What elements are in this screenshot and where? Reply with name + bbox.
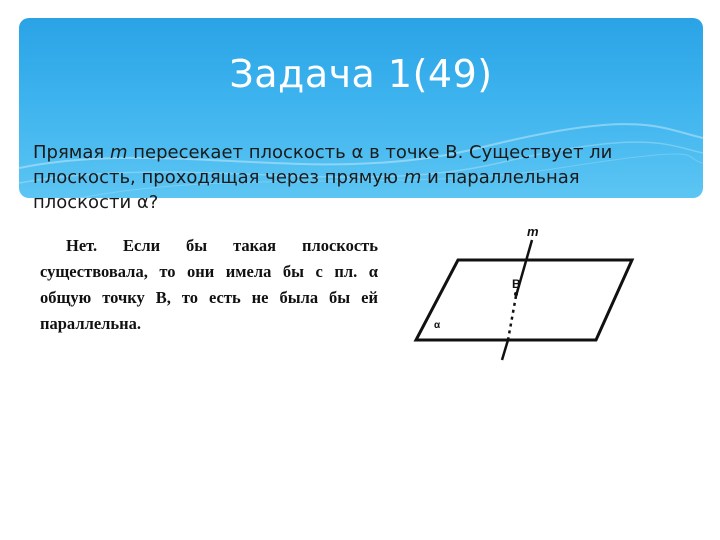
point-b-label: B: [512, 277, 521, 291]
line-m-label: m: [527, 224, 539, 239]
slide-title: Задача 1(49): [229, 52, 493, 96]
line-m-hidden: [508, 296, 516, 340]
line-name: m: [403, 167, 422, 188]
task-text-part: и параллельная плоскости α?: [33, 167, 580, 213]
line-m-lower: [502, 340, 508, 360]
task-text-part: Прямая: [33, 142, 110, 163]
point-b: [514, 292, 518, 296]
line-name: m: [109, 142, 128, 163]
task-text: [33, 140, 673, 215]
answer-text: Нет. Если бы такая плоскость существовала, то они имела бы с пл. α общую точку B, то есть не была бы ей параллельна.: [40, 236, 378, 333]
task-text-part: пересекает плоскость α в точке В. Существует ли плоскость, проходящая через прямую: [33, 142, 613, 188]
plane-alpha-label: α: [434, 320, 441, 331]
plane-line-figure: [410, 222, 640, 364]
